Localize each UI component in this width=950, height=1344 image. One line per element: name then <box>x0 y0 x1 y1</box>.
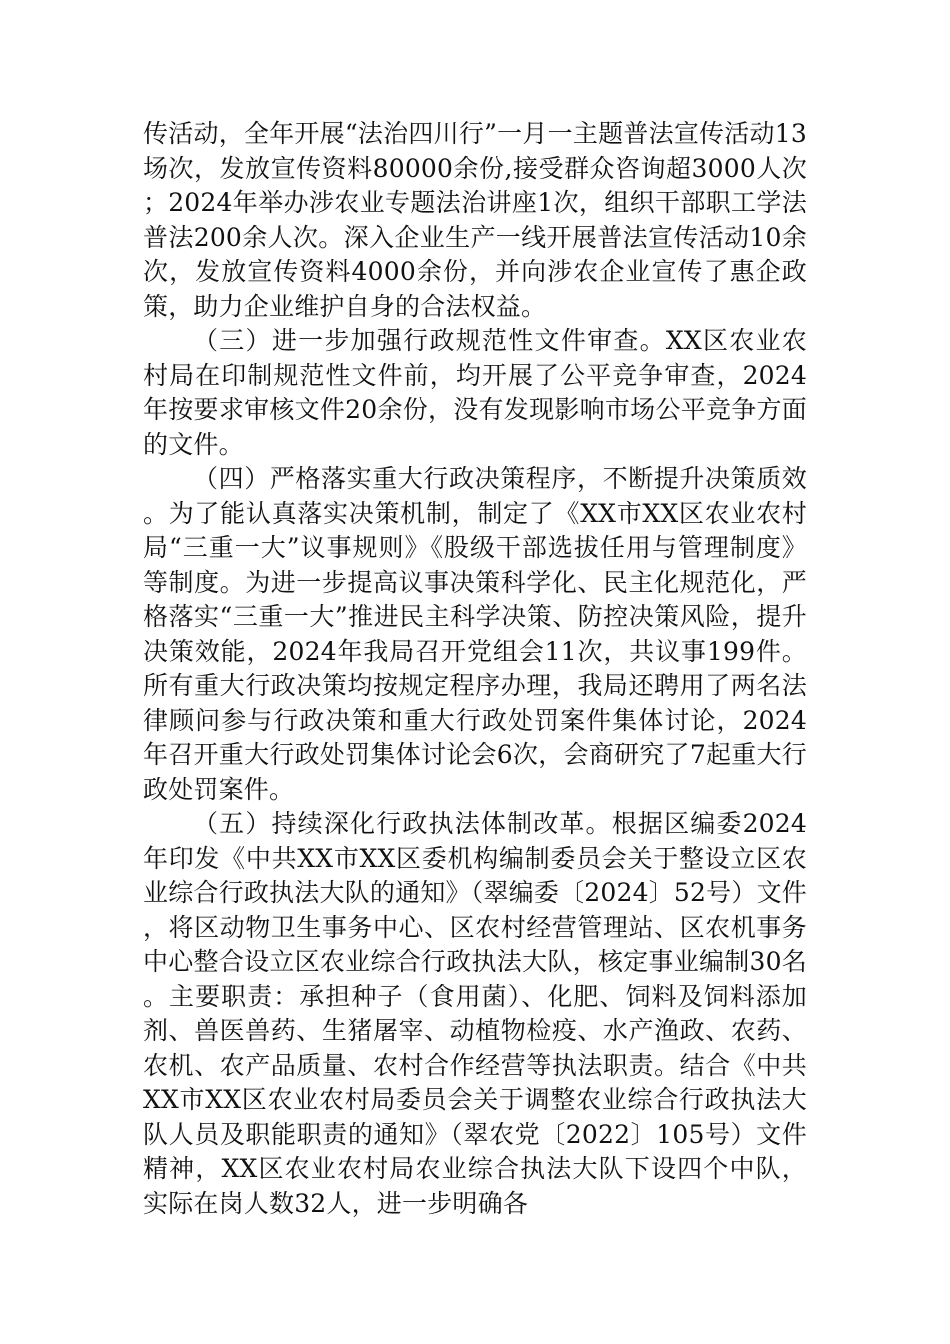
paragraph-publicity-continued: 传活动，全年开展“法治四川行”一月一主题普法宣传活动13场次，发放宣传资料80000余份,接受群众咨询超3000人次；2024年举办涉农业专题法治讲座1次，组织干部职工学法普法200余人次。深入企业生产一线开展普法宣传活动10余次，发放宣传资料4000余份，并向涉农企业宣传了惠企政策，助力企业维护自身的合法权益。 <box>143 119 807 321</box>
paragraph-normative-document-review: （三）进一步加强行政规范性文件审查。XX区农业农村局在印制规范性文件前，均开展了公平竞争审查，2024年按要求审核文件20余份，没有发现影响市场公平竞争方面的文件。 <box>143 326 807 459</box>
paragraph-enforcement-reform: （五）持续深化行政执法体制改革。根据区编委2024年印发《中共XX市XX区委机构编制委员会关于整设立区农业综合行政执法大队的通知》（翠编委〔2024〕52号）文件，将区动物卫生事务中心、区农村经营管理站、区农机事务中心整合设立区农业综合行政执法大队，核定事业编制30名。主要职责：承担种子（食用菌）、化肥、饲料及饲料添加剂、兽医兽药、生猪屠宰、动植物检疫、水产渔政、农药、农机、农产品质量、农村合作经营等执法职责。结合《中共XX市XX区农业农村局委员会关于调整农业综合行政执法大队人员及职能职责的通知》（翠农党〔2022〕105号）文件精神，XX区农业农村局农业综合执法大队下设四个中队，实际在岗人数32人，进一步明确各 <box>143 809 807 1218</box>
document-body <box>143 117 807 1221</box>
paragraph-major-decision-procedure: （四）严格落实重大行政决策程序，不断提升决策质效。为了能认真落实决策机制，制定了《XX市XX区农业农村局“三重一大”议事规则》《股级干部选拔任用与管理制度》等制度。为进一步提高议事决策科学化、民主化规范化，严格落实“三重一大”推进民主科学决策、防控决策风险，提升决策效能，2024年我局召开党组会11次，共议事199件。所有重大行政决策均按规定程序办理，我局还聘用了两名法律顾问参与行政决策和重大行政处罚案件集体讨论，2024年召开重大行政处罚集体讨论会6次，会商研究了7起重大行政处罚案件。 <box>143 464 807 804</box>
